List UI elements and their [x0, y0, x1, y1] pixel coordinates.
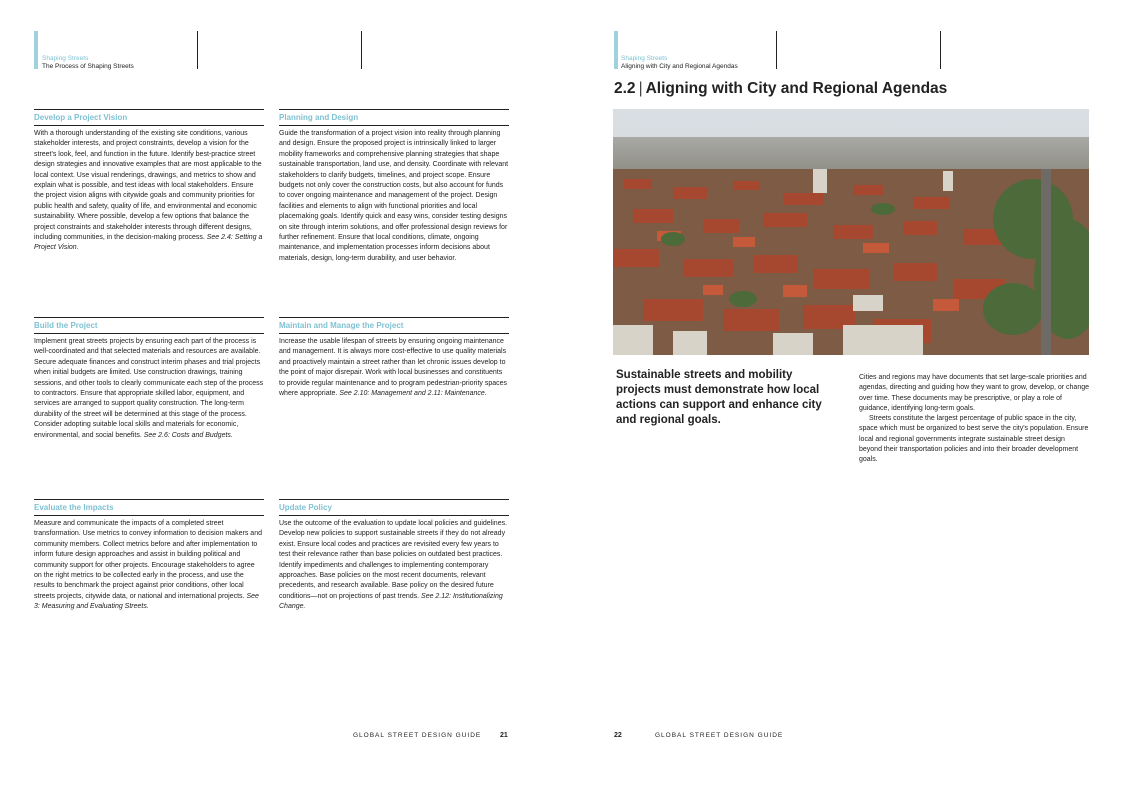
section-maintain-manage: [279, 317, 509, 399]
section-title-rule: [279, 125, 509, 126]
section-number: 2.2: [614, 80, 636, 97]
right-footer-guide-title: GLOBAL STREET DESIGN GUIDE: [655, 732, 784, 739]
section-title-rule: [34, 125, 264, 126]
right-header-divider-2: [940, 31, 941, 69]
section-heading-text: Aligning with City and Regional Agendas: [645, 80, 948, 97]
section-update-policy: [279, 499, 509, 613]
section-body-text: Measure and communicate the impacts of a completed street transformation. Use metrics to convey information to decision makers and community members. Collect metrics before and after implementation to inform future design approaches and assist in building political and community support for other projects. Encourage stakeholders to agree on the right metrics to be collected early in the process, and use the results to benchmark the project against prior conditions, other local streets projects, citywide data, or national and international projects.: [34, 520, 262, 600]
left-header-divider-1: [197, 31, 198, 69]
section-body-text: Guide the transformation of a project vision into reality through planning and design. Ensure the proposed project is intrinsically linked to larger mobility frameworks and comprehensive planning strategies that shape sustainable transportation, land use, and density. Coordinate with relevant stakeholders to clarify budgets, timelines, and project scope. Ensure budgets not only cover the construction costs, but also account for funds to cover ongoing maintenance and management of the project. Design facilities and elements to align with functional priorities and local placemaking goals. Identify quick and easy wins, consider testing designs on site through interim solutions, and offer professional design reviews for further refinement. Ensure that local conditions, climate, ongoing maintenance, and implementation processes inform decisions about materials, design, long-term durability, and user behavior.: [279, 130, 509, 262]
section-title-rule: [34, 515, 264, 516]
right-header-accent-bar: [614, 31, 618, 69]
section-body: [34, 129, 264, 254]
body-text-column: [859, 373, 1089, 466]
section-title: Evaluate the Impacts: [34, 503, 114, 512]
section-body: [279, 129, 509, 264]
section-body-text: Implement great streets projects by ensuring each part of the process is well-coordinated and that selected materials and resources are available. Secure adequate finances and construct interim phases and trial projects when initial budgets are limited. Use construction drawings, training sessions, and other tools to clearly communicate each step of the process to contractors. Ensure that appropriate skilled labor, equipment, and services are arranged to support quality construction. The long-term durability of the street will be determined at this stage of the process. Consider adopting suitable local skills and materials for economic, environmental, and social benefits.: [34, 338, 264, 439]
section-build-project: [34, 317, 264, 441]
section-title: Develop a Project Vision: [34, 113, 128, 122]
left-header-divider-2: [361, 31, 362, 69]
section-body: [34, 519, 264, 613]
right-header-kicker: Shaping Streets: [621, 55, 668, 62]
section-body: [279, 337, 509, 399]
body-paragraph-1: Cities and regions may have documents that set large-scale priorities and agendas, directing and guiding how they want to grow, develop, or change over time. These documents may be prescriptive, or play a role of guidance, identifying long-term goals.: [859, 374, 1089, 412]
right-header-title: Aligning with City and Regional Agendas: [621, 63, 738, 70]
section-body-text: With a thorough understanding of the existing site conditions, various stakeholder interests, and project constraints, develop a vision for the street's look, feel, and function in the future. Identify best-practice street design strategies and innovative examples that are most applicable to the local context. Use visual renderings, drawings, and metrics to show and explain what is possible, and test ideas with local stakeholders. Ensure the project vision aligns with citywide goals and community priorities for public health and safety, quality of life, and environmental and economic sustainability. Where possible, develop a few options that balance the project constraints and stakeholder interests through different designs, including communities, in the decision-making process.: [34, 130, 262, 242]
left-page-number: 21: [500, 732, 508, 739]
page-title: [614, 80, 947, 98]
section-title-rule: [34, 333, 264, 334]
city-aerial-photo: [613, 109, 1089, 355]
section-body-text: Increase the usable lifespan of streets by ensuring ongoing maintenance and management. It is always more cost-effective to use quality materials and proactively maintain a street rather than let chronic issues develop to the point of major disrepair. Work with local businesses and constituents to provide regular maintenance and to program pedestrian-priority spaces where appropriate.: [279, 338, 508, 398]
heading-separator: |: [638, 80, 643, 97]
section-title-rule: [279, 333, 509, 334]
lead-quote: Sustainable streets and mobility projects must demonstrate how local actions can support and enhance city and regional goals.: [616, 369, 822, 426]
section-body: [279, 519, 509, 613]
section-body: [34, 337, 264, 441]
section-crossref: See 3: Measuring and Evaluating Streets.: [34, 592, 259, 611]
section-crossref: See 2.10: Management and 2.11: Maintenance.: [339, 390, 487, 398]
section-crossref: See 2.4: Setting a Project Vision.: [34, 234, 263, 252]
section-crossref: See 2.6: Costs and Budgets.: [143, 431, 233, 439]
section-body-text: Use the outcome of the evaluation to update local policies and guidelines. Develop new policies to support sustainable streets if they do not already exist. Ensure local codes and practices are revisited every few years to test their relevance rather than base policies on outdated best practices. Identify impediments and challenges to implementing contemporary approaches. Base policies on the most recent documents, relevant precedents, and research available. Base policy on the desired future conditions—not on projections of past trends.: [279, 520, 508, 600]
section-title-rule: [279, 515, 509, 516]
section-crossref: See 2.12: Institutionalizing Change.: [279, 592, 503, 611]
left-header-accent-bar: [34, 31, 38, 69]
right-page-number: 22: [614, 732, 622, 739]
section-title: Maintain and Manage the Project: [279, 321, 404, 330]
city-aerial-image: [613, 109, 1089, 355]
body-paragraph-2: Streets constitute the largest percentage of public space in the city, space which must be organized to best serve the city's population. Ensure local and regional governments integrate sustainable street design beyond their transportation policies and into their broader development goals.: [859, 415, 1089, 464]
left-footer-guide-title: GLOBAL STREET DESIGN GUIDE: [353, 732, 482, 739]
section-planning-design: [279, 109, 509, 264]
left-header-title: The Process of Shaping Streets: [42, 63, 134, 70]
section-title: Build the Project: [34, 321, 98, 330]
right-header-divider-1: [776, 31, 777, 69]
section-title: Update Policy: [279, 503, 332, 512]
left-header-kicker: Shaping Streets: [42, 55, 89, 62]
section-evaluate-impacts: [34, 499, 264, 613]
section-develop-vision: [34, 109, 264, 254]
section-title: Planning and Design: [279, 113, 359, 122]
